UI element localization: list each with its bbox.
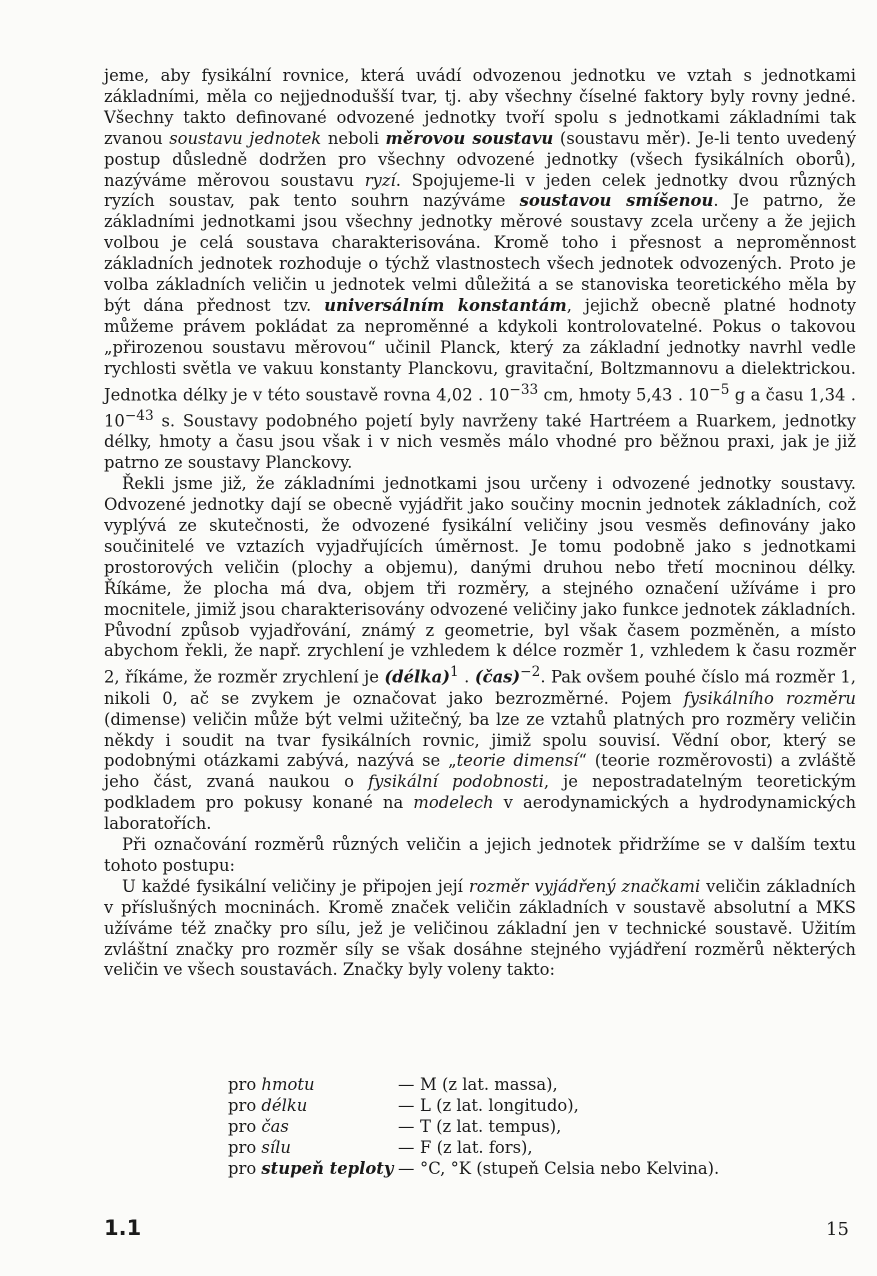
italic-term: fysikálního rozměru	[683, 688, 856, 708]
text-run: . Pak ovšem pouhé číslo má rozměr 1, nikoli 0, ač se zvykem je označovat jako bezrozměrné. Pojem	[104, 667, 856, 708]
italic-term: soustavu jednotek	[169, 128, 322, 148]
paragraph	[104, 877, 856, 982]
exponent: −5	[709, 381, 730, 398]
quantity-name: stupeň teploty	[261, 1158, 394, 1178]
quantity-prefix: pro	[228, 1116, 257, 1136]
text-run: g a času 1,34 . 10	[104, 385, 856, 431]
exponent: −2	[520, 664, 541, 681]
text-run: .	[458, 667, 475, 687]
text-run: (dimense) veličin může být velmi užitečný, ba lze ze vztahů platných pro rozměry veličin někdy i soudit na tvar fysikálních rovnic, jimiž spolu souvisí. Vědní obor, který se podobnými otázkami zabývá, nazývá se „	[104, 709, 856, 771]
emphasized-term: universálním konstantám	[324, 295, 567, 315]
body-text	[104, 66, 856, 981]
section-number: 1.1	[104, 1216, 142, 1240]
dimension-symbol: F (z lat. fors),	[420, 1137, 533, 1157]
list-item	[228, 1117, 719, 1138]
emphasized-term: soustavou smíšenou	[519, 191, 714, 211]
paragraph	[104, 835, 856, 877]
quantity-name: čas	[261, 1116, 289, 1136]
text-run: s. Soustavy podobného pojetí byly navrženy také Hartréem a Ruarkem, jednotky délky, hmoty a času jsou však i v nich vesměs málo vhodné pro běžnou praxi, jak je již patrno ze soustavy Planckovy.	[104, 411, 856, 473]
quantity-name: sílu	[261, 1137, 291, 1157]
exponent: −43	[124, 407, 154, 424]
text-run: , jejichž obecně platné hodnoty můžeme právem pokládat za neproměnné a kdykoli kontrolovatelné. Pokus o takovou „přirozenou soustavu měrovou“ učinil Planck, který za základní jednotky navrhl vedle rychlosti světla ve vakuu konstanty Planckovu, gravitační, Boltzmannovu a dielektrickou. Jednotka délky je v této soustavě rovna 4,02 . 10	[104, 295, 856, 405]
italic-term: teorie dimensí	[456, 751, 579, 771]
text-run: “ (teorie rozměrovosti) a zvláště jeho část, zvaná naukou o	[104, 751, 856, 792]
emphasized-term: (čas)	[474, 667, 521, 687]
emphasized-term: (délka)	[384, 667, 450, 687]
list-item	[228, 1138, 719, 1159]
text-run: . Spojujeme-li v jeden celek jednotky dvou různých ryzích soustav, pak tento souhrn nazýváme	[104, 170, 856, 211]
italic-term: modelech	[413, 793, 494, 813]
dash: —	[398, 1158, 415, 1178]
text-run: . Je patrno, že základními jednotkami jsou všechny jednotky měrové soustavy zcela určeny a že jejich volbou je celá soustava charakterisována. Kromě toho i přesnost a neproměnnost základních jednotek rozhoduje o týchž vlastnostech všech jednotek odvozených. Proto je volba základních veličin u jednotek velmi důležitá a se stanoviska teoretického měla by být dána přednost tzv.	[104, 191, 856, 315]
exponent: −33	[509, 381, 539, 398]
quantity-name: délku	[261, 1095, 308, 1115]
text-run: , je nepostradatelným teoretickým podkladem pro pokusy konané na	[104, 772, 856, 813]
text-run: Řekli jsme již, že základními jednotkami jsou určeny i odvozené jednotky soustavy. Odvozené jednotky dají se obecně vyjádřit jako součiny mocnin jednotek základních, což vyplývá ze skutečnosti, že odvozené fysikální veličiny jsou vesměs definovány jako součinitelé ve vztazích vyjadřujících úměrnost. Je tomu podobně jako s jednotkami prostorových veličin (plochy a objemu), danými druhou nebo třetí mocninou délky. Říkáme, že plocha má dva, objem tři rozměry, a stejného označení užíváme i pro mocnitele, jimiž jsou charakterisovány odvozené veličiny jako funkce jednotek základních. Původní způsob vyjadřování, známý z geometrie, byl však časem pozměněn, a místo abychom řekli, že např. zrychlení je vzhledem k délce rozměr 1, vzhledem k času rozměr 2, říkáme, že rozměr zrychlení je	[104, 474, 856, 687]
dimension-symbols-list	[228, 1075, 719, 1180]
dash: —	[398, 1116, 415, 1136]
text-run: v aerodynamických a hydrodynamických laboratořích.	[104, 793, 856, 834]
page-number: 15	[826, 1219, 849, 1240]
quantity-prefix: pro	[228, 1095, 257, 1115]
dash: —	[398, 1075, 415, 1094]
paragraph	[104, 474, 856, 835]
dimension-symbol: M (z lat. massa),	[420, 1075, 558, 1094]
quantity-prefix: pro	[228, 1075, 257, 1094]
quantity-prefix: pro	[228, 1158, 257, 1178]
text-run: veličin základních v příslušných mocninách. Kromě značek veličin základních v soustavě absolutní a MKS užíváme též značky pro sílu, jež je veličinou základní jen v technické soustavě. Užitím zvláštní značky pro rozměr síly se však dosáhne stejného vyjádření rozměrů některých veličin ve všech soustavách. Značky byly voleny takto:	[104, 876, 856, 980]
text-run: cm, hmoty 5,43 . 10	[538, 385, 710, 405]
dimension-symbol: T (z lat. tempus),	[420, 1116, 562, 1136]
italic-term: ryzí	[364, 170, 396, 190]
exponent: 1	[449, 664, 459, 681]
dimension-symbol: °C, °K (stupeň Celsia nebo Kelvina).	[420, 1158, 720, 1178]
list-item	[228, 1096, 719, 1117]
emphasized-term: měrovou soustavu	[385, 128, 554, 148]
quantity-name: hmotu	[261, 1075, 315, 1094]
text-run: U každé fysikální veličiny je připojen její	[122, 876, 469, 896]
dash: —	[398, 1137, 415, 1157]
text-run: (soustavu měr). Je-li tento uvedený postup důsledně dodržen pro všechny odvozené jednotky (všech fysikálních oborů), nazýváme měrovou soustavu	[104, 128, 856, 190]
list-item	[228, 1075, 719, 1096]
list-item	[228, 1159, 719, 1180]
text-run: neboli	[321, 128, 386, 148]
dash: —	[398, 1095, 415, 1115]
dimension-symbol: L (z lat. longitudo),	[420, 1095, 579, 1115]
italic-term: rozměr vyjádřený značkami	[468, 876, 701, 896]
text-run: Při označování rozměrů různých veličin a jejich jednotek přidržíme se v dalším textu tohoto postupu:	[104, 835, 856, 875]
quantity-prefix: pro	[228, 1137, 257, 1157]
italic-term: fysikální podobnosti	[368, 772, 544, 792]
paragraph	[104, 66, 856, 474]
text-run: jeme, aby fysikální rovnice, která uvádí odvozenou jednotku ve vztah s jednotkami základními, měla co nejjednodušší tvar, tj. aby všechny číselné faktory byly rovny jedné. Všechny takto definované odvozené jednotky tvoří spolu s jednotkami základními tak zvanou	[104, 66, 856, 148]
